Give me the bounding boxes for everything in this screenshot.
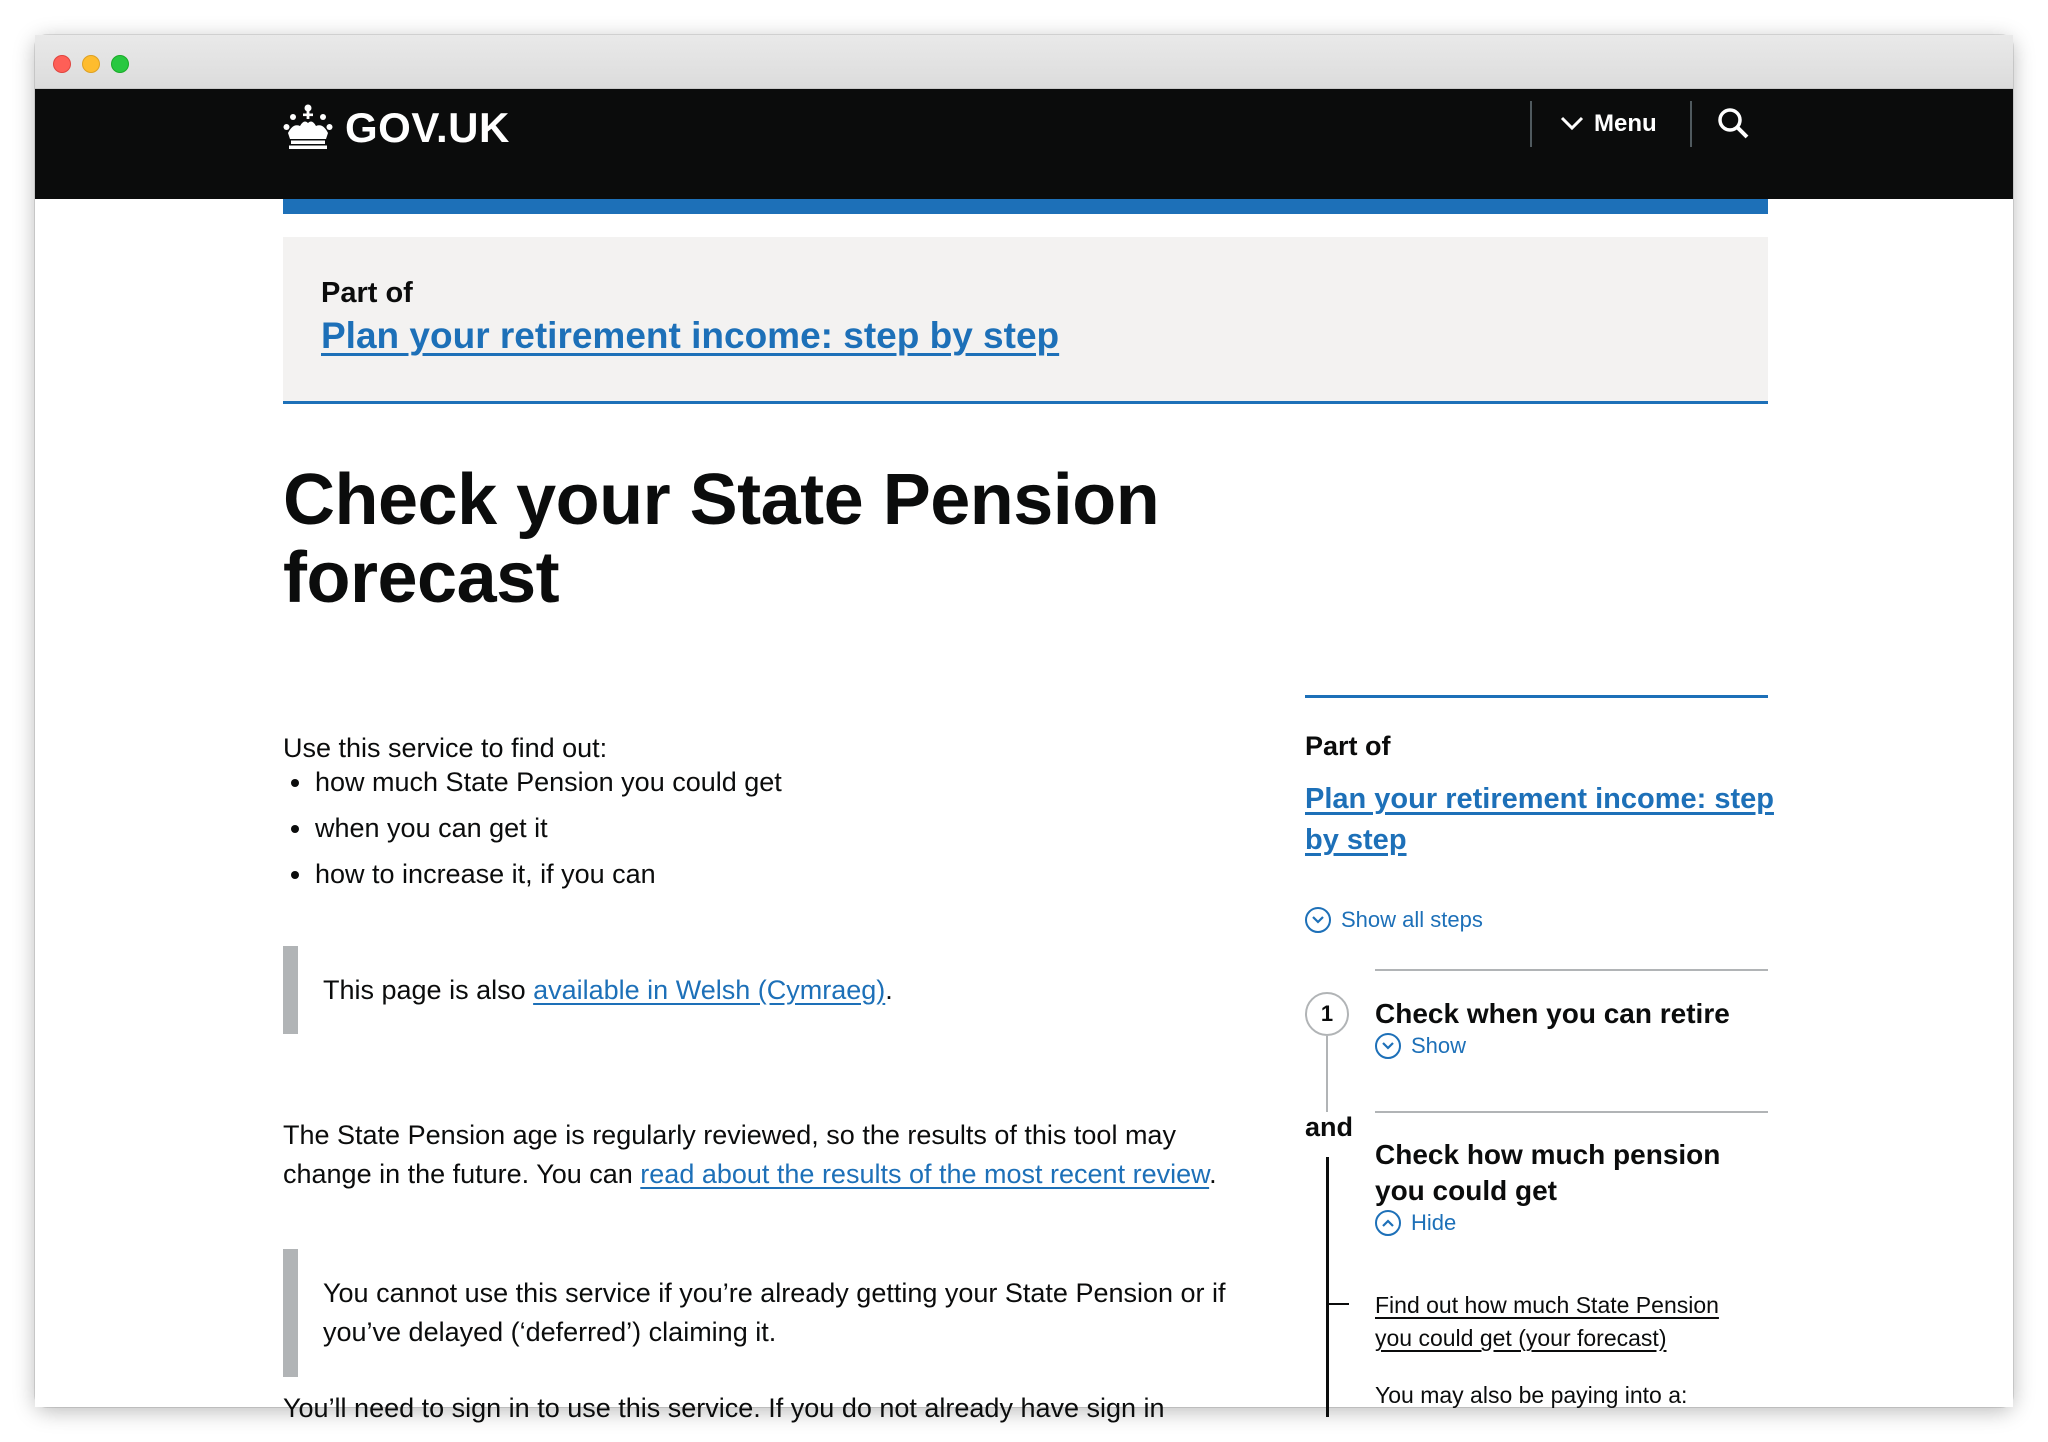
list-item: when you can get it: [283, 805, 782, 851]
sign-in-text: You’ll need to sign in to use this service. If you do not already have sign in: [283, 1393, 1165, 1423]
menu-button[interactable]: [1560, 101, 1657, 147]
site-header: [35, 89, 2013, 199]
step-divider: [1375, 1111, 1768, 1113]
intro-text: Use this service to find out:: [283, 733, 608, 763]
welsh-notice-prefix: This page is also: [323, 974, 534, 1005]
substep-tick: [1327, 1303, 1349, 1305]
logo-text: GOV.UK: [345, 104, 510, 151]
header-divider: [1530, 101, 1532, 147]
substep-text: You may also be paying into a:: [1375, 1382, 1688, 1408]
window-titlebar: [35, 35, 2013, 89]
step-title[interactable]: Check how much pension you could get: [1375, 1139, 1721, 1206]
show-all-steps-button[interactable]: [1305, 907, 1483, 933]
welsh-version-link[interactable]: available in Welsh (Cymraeg): [533, 974, 886, 1005]
step-by-step-link[interactable]: Plan your retirement income: step by step: [321, 315, 1060, 356]
close-window-button[interactable]: [53, 55, 71, 73]
minimize-window-button[interactable]: [82, 55, 100, 73]
chevron-down-icon: [1305, 907, 1331, 933]
list-item: how to increase it, if you can: [283, 851, 782, 897]
step-hide-label: Hide: [1411, 1210, 1457, 1235]
crown-icon: [283, 103, 333, 154]
chevron-down-icon: [1375, 1033, 1401, 1059]
search-button[interactable]: [1713, 103, 1755, 145]
active-step-line: [1326, 1157, 1329, 1417]
welsh-notice-suffix: .: [885, 974, 893, 1005]
step-show-label: Show: [1411, 1033, 1467, 1058]
chevron-down-icon: [1560, 110, 1594, 138]
show-all-steps-label: Show all steps: [1341, 907, 1483, 932]
step-number-badge: 1: [1305, 992, 1349, 1036]
browser-window: [35, 35, 2013, 1423]
bullet-list: [283, 759, 782, 897]
warning-text: You cannot use this service if you’re already getting your State Pension or if you’ve delayed (‘deferred’) claiming it.: [323, 1278, 1226, 1347]
page-viewport: [35, 89, 2013, 1423]
step-title[interactable]: Check when you can retire: [1375, 998, 1730, 1029]
step-hide-button[interactable]: [1375, 1210, 1456, 1236]
forecast-link[interactable]: Find out how much State Pension you could get (your forecast): [1375, 1292, 1719, 1351]
latest-review-link[interactable]: read about the results of the most recent review: [640, 1159, 1210, 1189]
search-icon: [1713, 132, 1755, 149]
review-text-suffix: .: [1209, 1159, 1217, 1189]
welsh-notice: [283, 946, 1283, 1034]
menu-label: Menu: [1594, 110, 1657, 137]
list-item: how much State Pension you could get: [283, 759, 782, 805]
part-of-label: Part of: [321, 277, 413, 309]
part-of-panel: [283, 237, 1768, 404]
sidebar-top-rule: [1305, 695, 1768, 698]
page-title: Check your State Pension forecast: [283, 460, 1160, 618]
header-blue-bar: [283, 199, 1768, 214]
sidebar-part-of-label: Part of: [1305, 731, 1391, 761]
header-divider: [1690, 101, 1692, 147]
maximize-window-button[interactable]: [111, 55, 129, 73]
step-logic-label: and: [1305, 1112, 1354, 1142]
step-show-button[interactable]: [1375, 1033, 1466, 1059]
chevron-up-icon: [1375, 1210, 1401, 1236]
warning-inset: [283, 1249, 1283, 1377]
step-divider: [1375, 969, 1768, 971]
review-paragraph: [283, 1116, 1223, 1194]
sidebar-step-by-step-link[interactable]: Plan your retirement income: step by step: [1305, 783, 1774, 856]
govuk-logo-link[interactable]: [283, 105, 510, 151]
review-text: The State Pension age is regularly reviewed, so the results of this tool may change in the future. You can: [283, 1120, 1176, 1189]
